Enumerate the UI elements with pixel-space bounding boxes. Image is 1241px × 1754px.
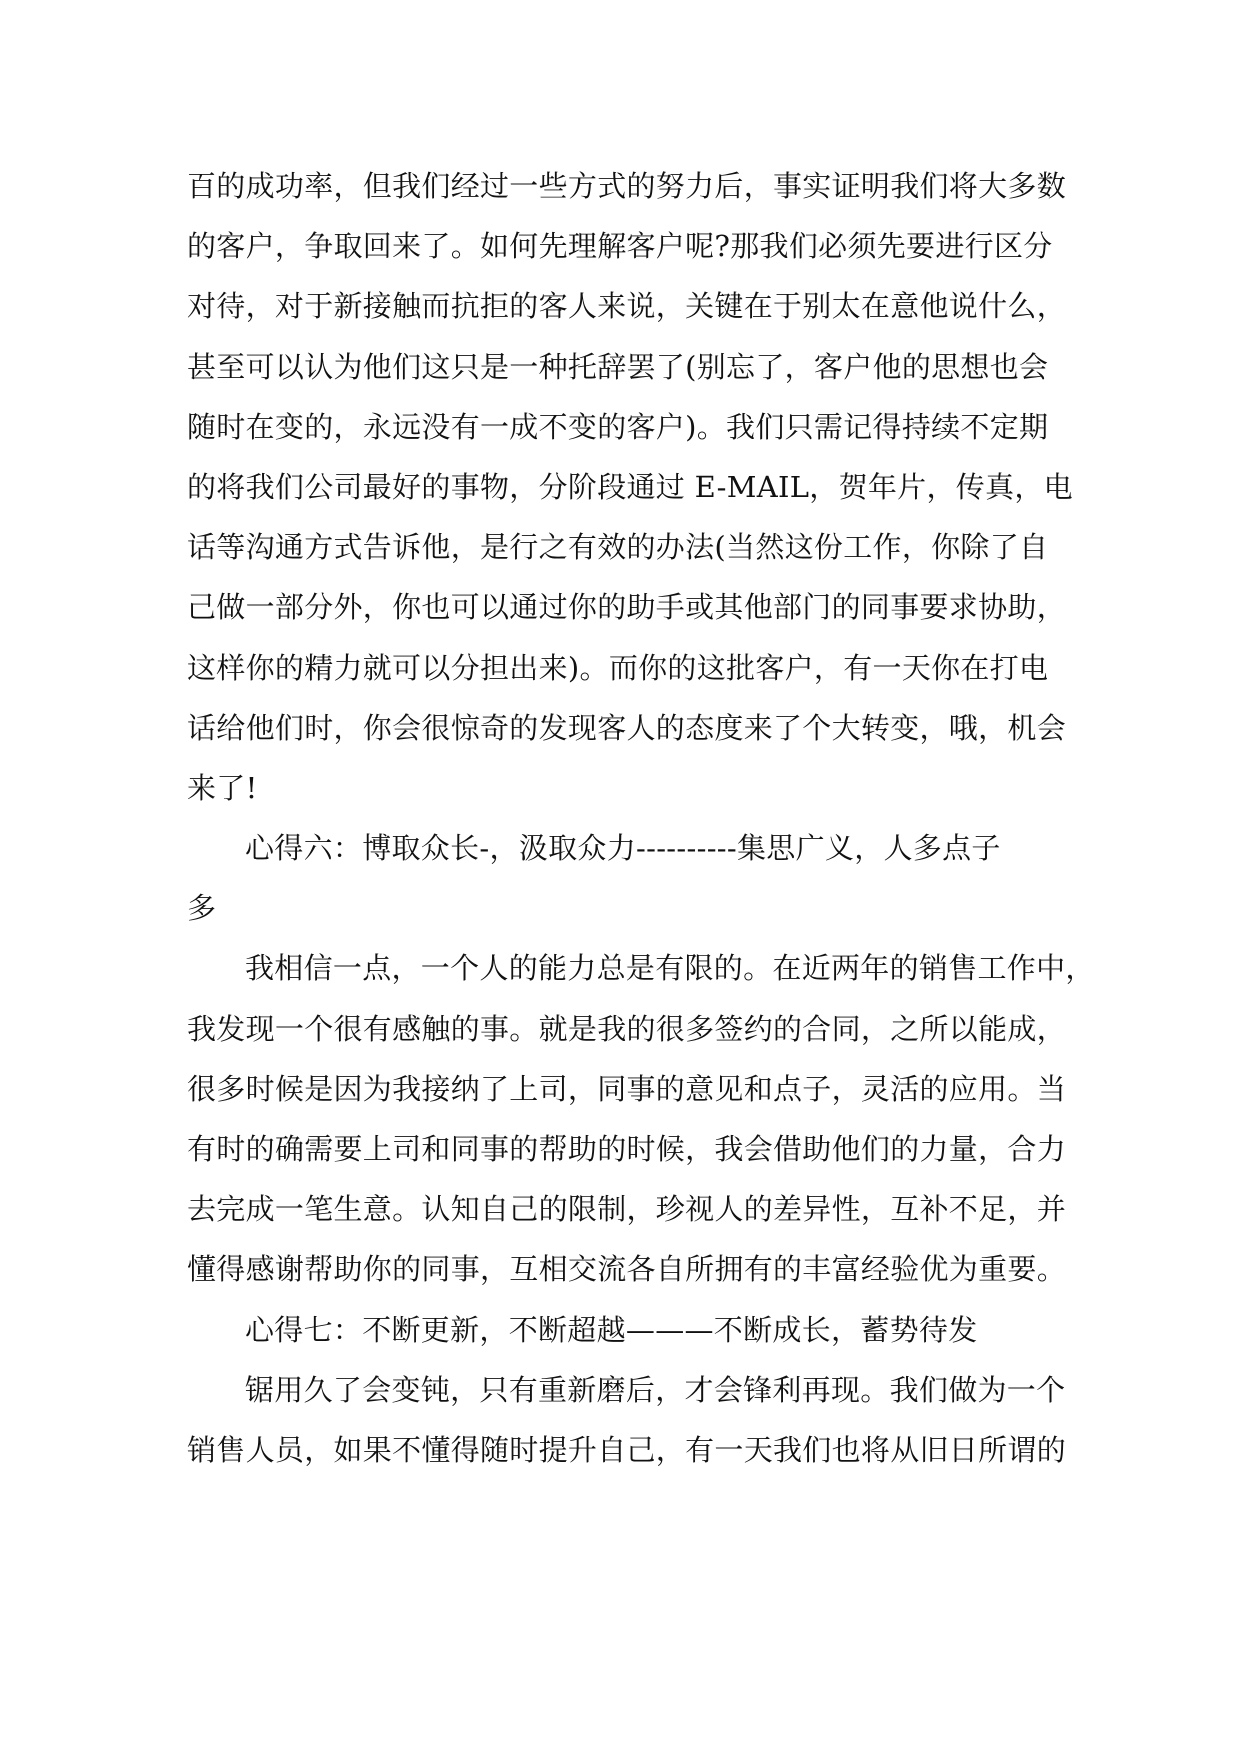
text-line: 己做一部分外，你也可以通过你的助手或其他部门的同事要求协助， (187, 590, 1067, 625)
text-line: 去完成一笔生意。认知自己的限制，珍视人的差异性，互补不足，并 (187, 1192, 1067, 1227)
text-line: 来了! (187, 770, 258, 805)
text-line: 这样你的精力就可以分担出来)。而你的这批客户，有一天你在打电 (187, 650, 1049, 685)
text-line: 百的成功率，但我们经过一些方式的努力后，事实证明我们将大多数 (187, 169, 1067, 203)
text-line: 我发现一个很有感触的事。就是我的很多签约的合同，之所以能成， (187, 1011, 1067, 1046)
text-line: 心得七：不断更新，不断超越———不断成长，蓄势待发 (245, 1312, 978, 1347)
text-line: 的客户，争取回来了。如何先理解客户呢?那我们必须先要进行区分 (187, 229, 1053, 264)
text-line: 随时在变的，永远没有一成不变的客户)。我们只需记得持续不定期 (187, 409, 1049, 444)
text-line: 多 (187, 891, 217, 926)
text-line: 销售人员，如果不懂得随时提升自己，有一天我们也将从旧日所谓的 (187, 1432, 1067, 1467)
text-line: 懂得感谢帮助你的同事，互相交流各自所拥有的丰富经验优为重要。 (187, 1252, 1067, 1287)
text-line: 锯用久了会变钝，只有重新磨后，才会锋利再现。我们做为一个 (245, 1372, 1066, 1407)
text-line: 对待，对于新接触而抗拒的客人来说，关键在于别太在意他说什么， (187, 289, 1067, 324)
text-line: 甚至可以认为他们这只是一种托辞罢了(别忘了，客户他的思想也会 (187, 349, 1049, 384)
text-line: 我相信一点，一个人的能力总是有限的。在近两年的销售工作中， (245, 951, 1095, 986)
text-line: 心得六：博取众长-，汲取众力----------集思广义，人多点子 (245, 831, 1001, 866)
body-text (187, 156, 1095, 1480)
text-line: 话给他们时，你会很惊奇的发现客人的态度来了个大转变，哦，机会 (187, 710, 1067, 745)
text-line: 话等沟通方式告诉他，是行之有效的办法(当然这份工作，你除了自 (187, 530, 1049, 565)
text-line: 的将我们公司最好的事物，分阶段通过 E-MAIL，贺年片，传真，电 (187, 469, 1073, 504)
text-line: 很多时候是因为我接纳了上司，同事的意见和点子，灵活的应用。当 (187, 1071, 1067, 1106)
text-line: 有时的确需要上司和同事的帮助的时候，我会借助他们的力量，合力 (187, 1132, 1067, 1166)
